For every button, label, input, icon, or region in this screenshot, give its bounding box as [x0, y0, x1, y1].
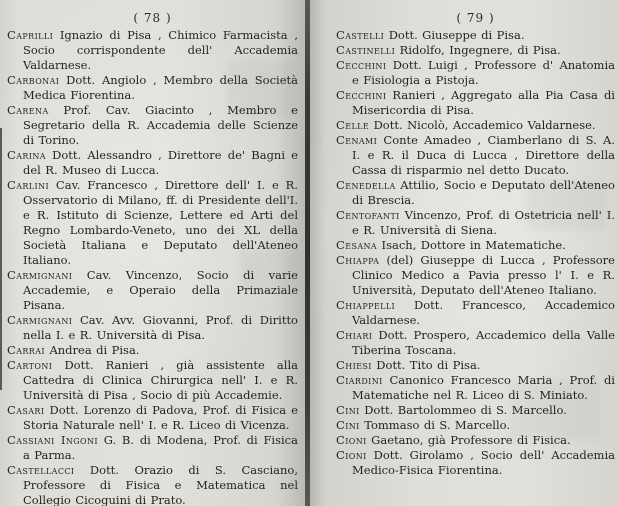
directory-entry	[7, 433, 298, 463]
entry-surname: Cartoni	[7, 358, 53, 372]
entry-surname: Cenami	[336, 133, 378, 147]
entry-description: Ignazio di Pisa , Chimico Farmacista , Socio corrispondente dell' Accademia Valdarnese.	[23, 28, 298, 72]
entry-surname: Cioni	[336, 433, 367, 447]
scan-edge-artifact	[0, 128, 2, 390]
directory-entry	[336, 298, 615, 328]
directory-entry	[7, 403, 298, 433]
entry-surname: Castellacci	[7, 463, 75, 477]
entry-surname: Carmignani	[7, 313, 73, 327]
entry-description: Prof. Cav. Giacinto , Membro e Segretario della R. Accademia delle Scienze di Torino.	[23, 103, 298, 147]
entry-surname: Cini	[336, 403, 360, 417]
entry-description: Ranieri , Aggregato alla Pia Casa di Misericordia di Pisa.	[352, 88, 615, 117]
entry-description: (del) Giuseppe di Lucca , Professore Clinico Medico a Pavia presso l' I. e R. Università, Deputato dell'Ateneo Italiano.	[352, 253, 615, 297]
entry-surname: Castelli	[336, 28, 385, 42]
entry-surname: Chiesi	[336, 358, 372, 372]
directory-entry	[336, 373, 615, 403]
entry-surname: Cini	[336, 418, 360, 432]
directory-entry	[7, 343, 298, 358]
directory-entry	[336, 253, 615, 298]
entry-description: Cav. Francesco , Direttore dell' I. e R. Osservatorio di Milano, ff. di Presidente dell'I. e R. Istituto di Scienze, Lettere ed Arti del Regno Lombardo-Veneto, uno dei XL della Società Italiana e Deputato dell'Ateneo Italiano.	[23, 178, 298, 267]
entry-description: G. B. di Modena, Prof. di Fisica a Parma.	[23, 433, 298, 462]
entry-description: Dott. Bartolommeo di S. Marcello.	[364, 403, 567, 417]
entry-surname: Centofanti	[336, 208, 400, 222]
entry-description: Dott. Girolamo , Socio dell' Accademia Medico-Fisica Fiorentina.	[352, 448, 615, 477]
page-number: ( 79 )	[456, 11, 495, 25]
directory-entry	[7, 28, 298, 73]
directory-entry	[336, 88, 615, 118]
entry-surname: Carena	[7, 103, 49, 117]
directory-entry	[7, 73, 298, 103]
entry-description: Dott. Lorenzo di Padova, Prof. di Fisica e Storia Naturale nell' I. e R. Liceo di Vicenza.	[23, 403, 298, 432]
entry-surname: Caprilli	[7, 28, 54, 42]
entry-surname: Carmignani	[7, 268, 73, 282]
directory-entry	[336, 358, 615, 373]
entry-description: Gaetano, già Professore di Fisica.	[371, 433, 571, 447]
book-page-right	[310, 0, 618, 506]
entry-description: Dott. Giuseppe di Pisa.	[388, 28, 525, 42]
entry-description: Canonico Francesco Maria , Prof. di Matematiche nel R. Liceo di S. Miniato.	[352, 373, 615, 402]
entry-description: Isach, Dottore in Matematiche.	[381, 238, 566, 252]
entry-description: Conte Amadeo , Ciamberlano di S. A. I. e R. il Duca di Lucca , Direttore della Cassa di risparmio nel detto Ducato.	[352, 133, 615, 177]
directory-entry	[7, 313, 298, 343]
entry-list	[336, 28, 615, 478]
entry-description: Dott. Luigi , Professore d' Anatomia e Fisiologia a Pistoja.	[352, 58, 615, 87]
directory-entry	[336, 328, 615, 358]
entry-surname: Cecchini	[336, 88, 387, 102]
directory-entry	[7, 148, 298, 178]
directory-entry	[336, 118, 615, 133]
entry-description: Dott. Tito di Pisa.	[376, 358, 481, 372]
entry-surname: Casari	[7, 403, 45, 417]
directory-entry	[336, 133, 615, 178]
entry-description: Dott. Ranieri , già assistente alla Cattedra di Clinica Chirurgica nell' I. e R. Università di Pisa , Socio di più Accademie.	[23, 358, 298, 402]
entry-description: Dott. Alessandro , Direttore de' Bagni e del R. Museo di Lucca.	[23, 148, 298, 177]
entry-description: Andrea di Pisa.	[49, 343, 140, 357]
directory-entry	[336, 178, 615, 208]
entry-surname: Cesana	[336, 238, 378, 252]
entry-surname: Cenedella	[336, 178, 396, 192]
entry-surname: Cecchini	[336, 58, 387, 72]
page-number: ( 78 )	[133, 11, 172, 25]
directory-entry	[336, 43, 615, 58]
directory-entry	[7, 178, 298, 268]
directory-entry	[336, 433, 615, 448]
entry-surname: Chiappelli	[336, 298, 396, 312]
entry-surname: Cioni	[336, 448, 367, 462]
entry-description: Vincenzo, Prof. di Ostetricia nell' I. e R. Università di Siena.	[352, 208, 615, 237]
entry-description: Ridolfo, Ingegnere, di Pisa.	[399, 43, 561, 57]
directory-entry	[336, 418, 615, 433]
book-gutter-shadow	[305, 0, 310, 506]
directory-entry	[336, 238, 615, 253]
directory-entry	[336, 208, 615, 238]
entry-description: Dott. Angiolo , Membro della Società Medica Fiorentina.	[23, 73, 298, 102]
entry-description: Cav. Vincenzo, Socio di varie Accademie, e Operaio della Primaziale Pisana.	[23, 268, 298, 312]
book-page-left	[0, 0, 306, 506]
entry-surname: Castinelli	[336, 43, 396, 57]
entry-surname: Celle	[336, 118, 370, 132]
entry-surname: Ciardini	[336, 373, 383, 387]
directory-entry	[336, 28, 615, 43]
entry-description: Dott. Francesco, Accademico Valdarnese.	[352, 298, 615, 327]
entry-surname: Cassiani Ingoni	[7, 433, 98, 447]
directory-entry	[7, 268, 298, 313]
entry-surname: Carlini	[7, 178, 50, 192]
entry-surname: Carrai	[7, 343, 45, 357]
entry-description: Cav. Avv. Giovanni, Prof. di Diritto nella I. e R. Università di Pisa.	[23, 313, 298, 342]
entry-description: Tommaso di S. Marcello.	[364, 418, 511, 432]
entry-surname: Carbonai	[7, 73, 60, 87]
entry-description: Dott. Prospero, Accademico della Valle Tiberina Toscana.	[352, 328, 615, 357]
entry-surname: Chiappa	[336, 253, 380, 267]
directory-entry	[336, 403, 615, 418]
directory-entry	[336, 448, 615, 478]
directory-entry	[7, 463, 298, 506]
entry-description: Attilio, Socio e Deputato dell'Ateneo di Brescia.	[352, 178, 615, 207]
entry-surname: Chiari	[336, 328, 373, 342]
entry-surname: Carina	[7, 148, 46, 162]
directory-entry	[336, 58, 615, 88]
directory-entry	[7, 103, 298, 148]
entry-list	[7, 28, 298, 506]
directory-entry	[7, 358, 298, 403]
entry-description: Dott. Orazio di S. Casciano, Professore di Fisica e Matematica nel Collegio Cicoguini di Prato.	[23, 463, 298, 506]
entry-description: Dott. Nicolò, Accademico Valdarnese.	[373, 118, 596, 132]
